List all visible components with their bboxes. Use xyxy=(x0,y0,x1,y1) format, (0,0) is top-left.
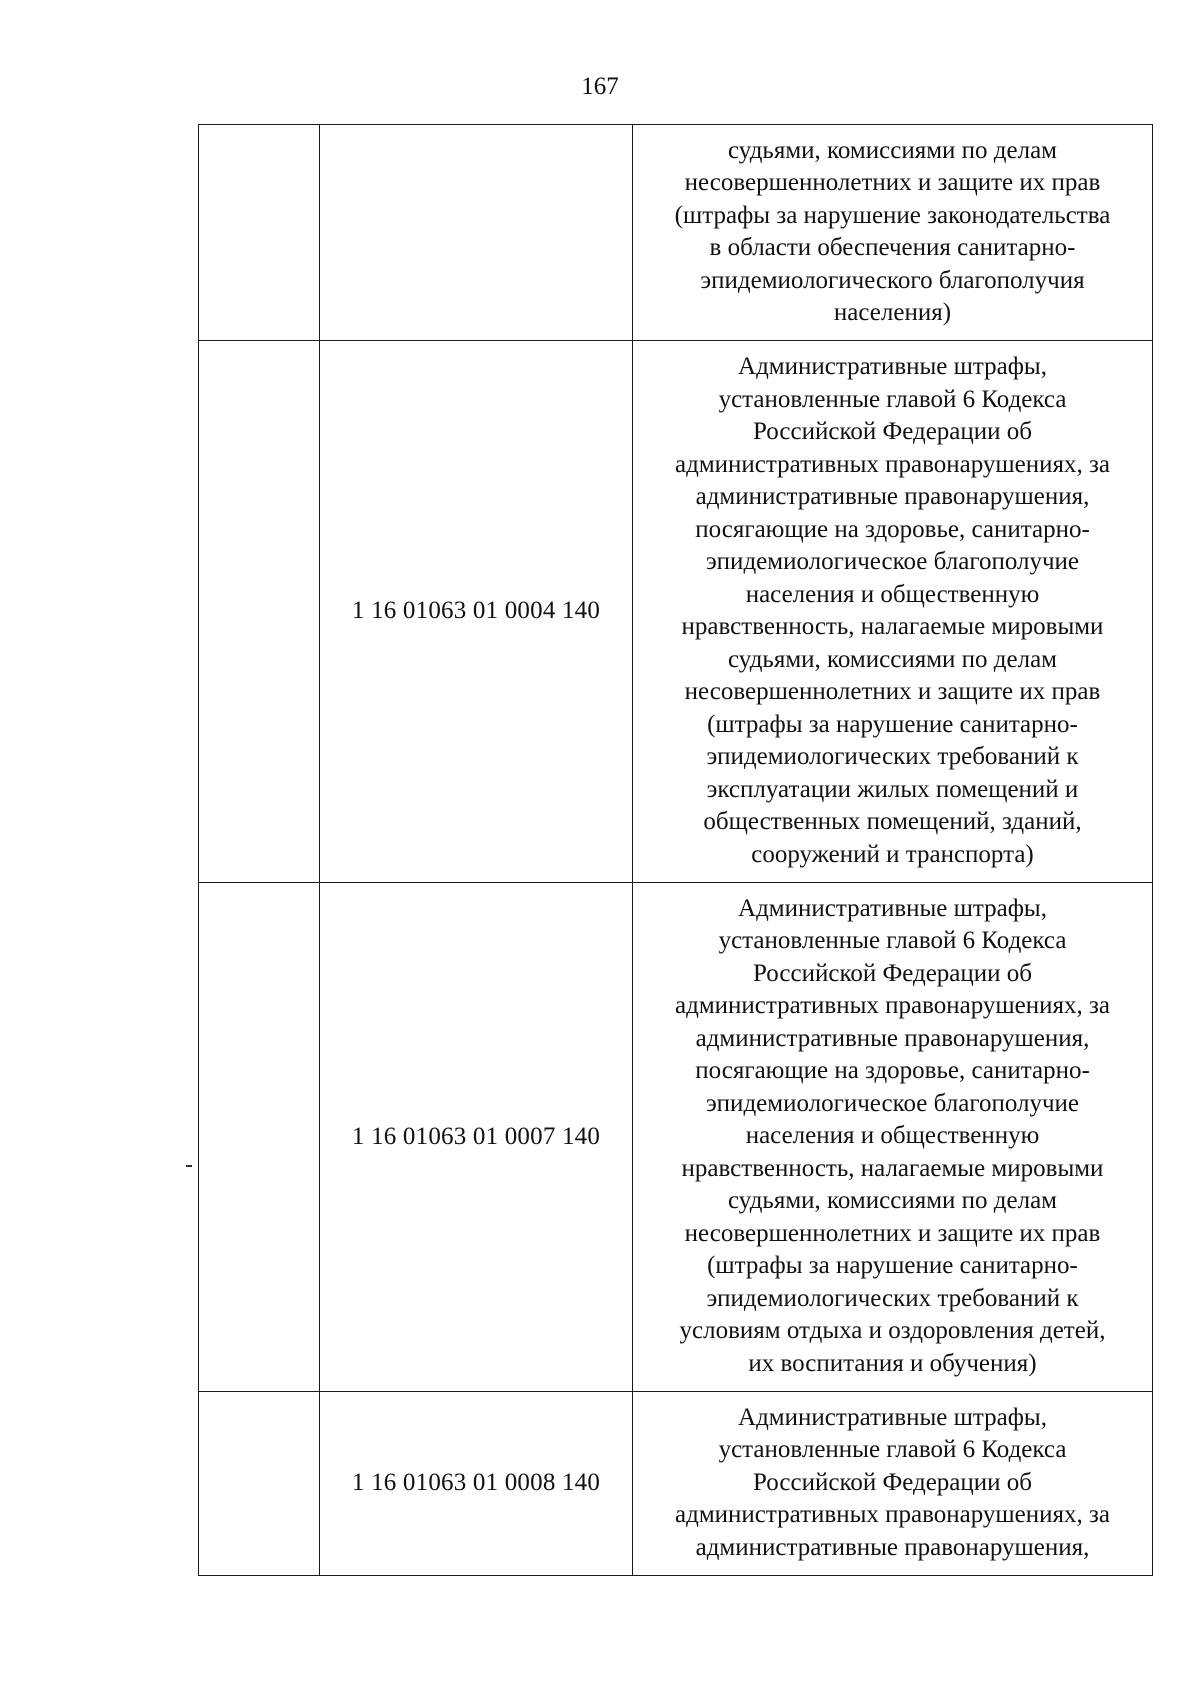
table-row xyxy=(199,125,1153,341)
code-description: Административные штрафы, установленные главой 6 Кодекса Российской Федерации об административных правонарушениях, за административные правонарушения, посягающие на здоровье, санитарно- эпидемиологическое благополучие населения и общественную нравственность, налагаемые мировыми судьями, комиссиями по делам несовершеннолетних и защите их прав (штрафы за нарушение санитарно- эпидемиологических требований к условиям отдыха и оздоровления детей, их воспитания и обучения) xyxy=(675,894,1110,1377)
budget-code-table xyxy=(198,124,1153,1576)
budget-code: 1 16 01063 01 0008 140 xyxy=(351,1469,601,1497)
table-cell-empty xyxy=(199,125,320,341)
budget-code: 1 16 01063 01 0007 140 xyxy=(351,1122,601,1150)
code-description: Административные штрафы, установленные главой 6 Кодекса Российской Федерации об административных правонарушениях, за административные правонарушения, посягающие на здоровье, санитарно- эпидемиологическое благополучие населения и общественную нравственность, налагаемые мировыми судьями, комиссиями по делам несовершеннолетних и защите их прав (штрафы за нарушение санитарно- эпидемиологических требований к эксплуатации жилых помещений и общественных помещений, зданий, сооружений и транспорта) xyxy=(675,353,1110,868)
code-description: судьями, комиссиями по делам несовершеннолетних и защите их прав (штрафы за нарушение законодательства в области обеспечения санитарно- эпидемиологического благополучия населения) xyxy=(674,136,1111,326)
table-row xyxy=(199,341,1153,883)
scan-mark xyxy=(186,1165,192,1167)
table-cell-code xyxy=(320,341,633,883)
table-cell-description xyxy=(633,125,1153,341)
table-row xyxy=(199,883,1153,1392)
table-cell-empty xyxy=(199,883,320,1392)
table-cell-empty xyxy=(199,1392,320,1576)
table-cell-description xyxy=(633,883,1153,1392)
code-description: Административные штрафы, установленные главой 6 Кодекса Российской Федерации об административных правонарушениях, за административные правонарушения, xyxy=(675,1403,1110,1561)
budget-code: 1 16 01063 01 0004 140 xyxy=(351,597,601,625)
page-number: 167 xyxy=(581,73,619,100)
table-cell-description xyxy=(633,1392,1153,1576)
table-cell-code xyxy=(320,883,633,1392)
table-row xyxy=(199,1392,1153,1576)
table-cell-code xyxy=(320,125,633,341)
table-cell-empty xyxy=(199,341,320,883)
table-cell-code xyxy=(320,1392,633,1576)
table-cell-description xyxy=(633,341,1153,883)
